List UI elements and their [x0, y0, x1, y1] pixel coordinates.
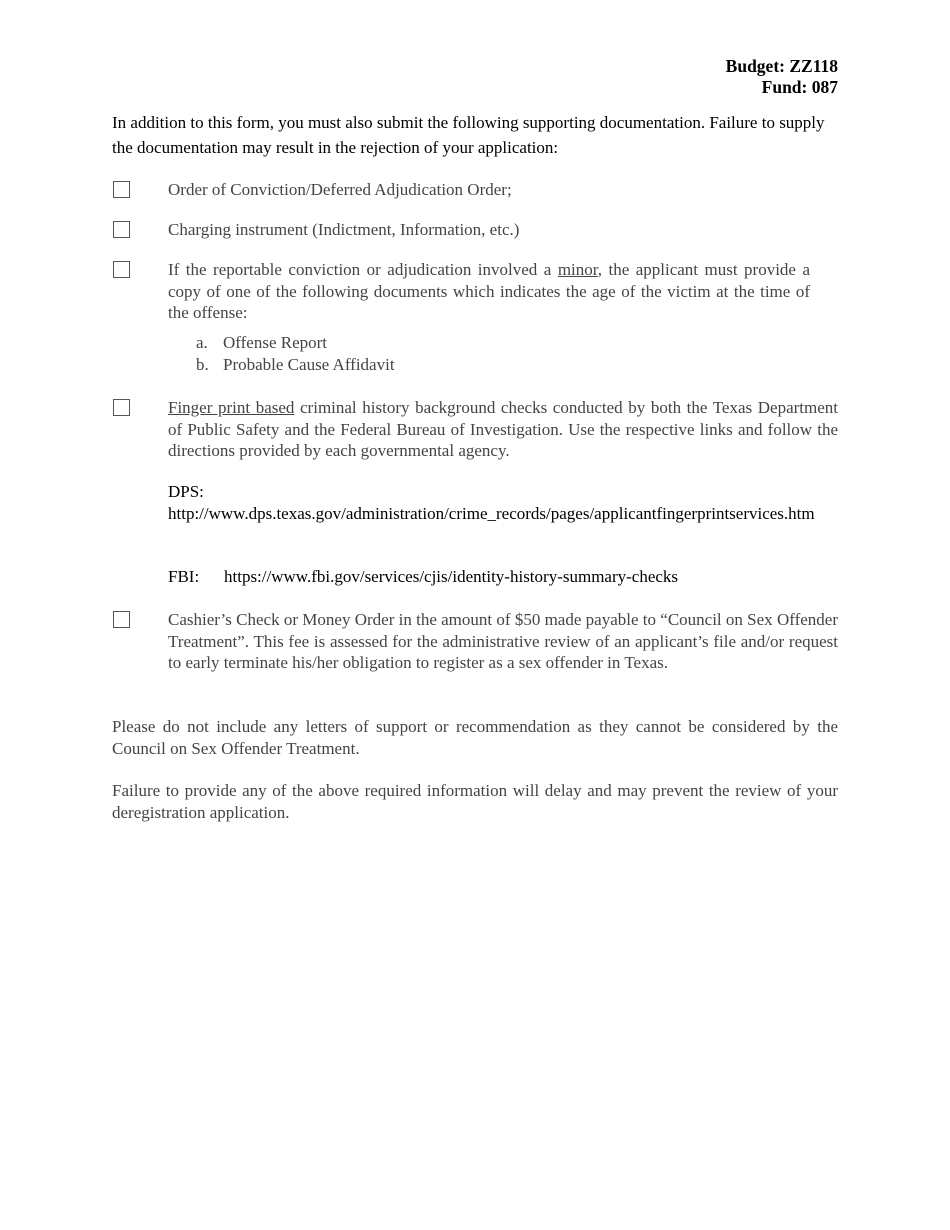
item-text — [168, 397, 838, 462]
fund-code: Fund: 087 — [761, 77, 838, 97]
item-text: Order of Conviction/Deferred Adjudication Order; — [168, 180, 512, 199]
fbi-label: FBI: — [168, 567, 200, 586]
checkbox-charging-instrument[interactable] — [113, 221, 130, 238]
intro-paragraph: In addition to this form, you must also submit the following supporting documentation. Failure to supply the documentation may result in the rejection of your application: — [112, 113, 825, 157]
list-marker: a. — [196, 333, 208, 352]
fbi-url-link[interactable]: https://www.fbi.gov/services/cjis/identity-history-summary-checks — [224, 567, 679, 586]
item-text: Cashier’s Check or Money Order in the amount of $50 made payable to “Council on Sex Offender Treatment”. This fee is assessed for the administrative review of an applicant’s file and/or request to early terminate his/her obligation to register as a sex offender in Texas. — [168, 610, 838, 672]
item-text-part: criminal history background checks conducted by both the Texas Department of Public Safety and the Federal Bureau of Investigation. Use the respective links and follow the directions provided by each governmental agency. — [168, 398, 838, 460]
item-text-part: , the applicant must provide a copy of one of the following documents which indicates the age of the victim at the time of the offense: — [168, 260, 810, 322]
list-item — [196, 354, 395, 376]
fbi-link-block — [168, 566, 838, 588]
underlined-term-minor: minor — [557, 260, 598, 279]
dps-url-link[interactable]: http://www.dps.texas.gov/administration/crime_records/pages/applicantfingerprintservices.htm — [168, 503, 815, 523]
checkbox-fingerprint-check[interactable] — [113, 399, 130, 416]
dps-label: DPS: — [168, 482, 204, 501]
list-item-label: Offense Report — [223, 333, 328, 352]
list-item — [196, 332, 395, 354]
item-text: Charging instrument (Indictment, Information, etc.) — [168, 220, 520, 239]
budget-fund-header — [726, 56, 838, 98]
list-marker: b. — [196, 354, 209, 374]
document-sublist — [196, 332, 395, 375]
checkbox-victim-age[interactable] — [113, 261, 130, 278]
item-text — [168, 259, 810, 324]
checkbox-payment[interactable] — [113, 611, 130, 628]
item-text-part: If the reportable conviction or adjudication involved a — [168, 260, 558, 279]
checkbox-conviction-order[interactable] — [113, 181, 130, 198]
list-item-label: Probable Cause Affidavit — [223, 354, 395, 374]
dps-link-block — [168, 481, 838, 524]
budget-code: Budget: ZZ118 — [725, 56, 838, 76]
note-no-letters: Please do not include any letters of support or recommendation as they cannot be considered by the Council on Sex Offender Treatment. — [112, 717, 838, 758]
note-failure-delay: Failure to provide any of the above required information will delay and may prevent the review of your deregistration application. — [112, 781, 838, 822]
underlined-term-fingerprint: Finger print based — [168, 398, 295, 417]
